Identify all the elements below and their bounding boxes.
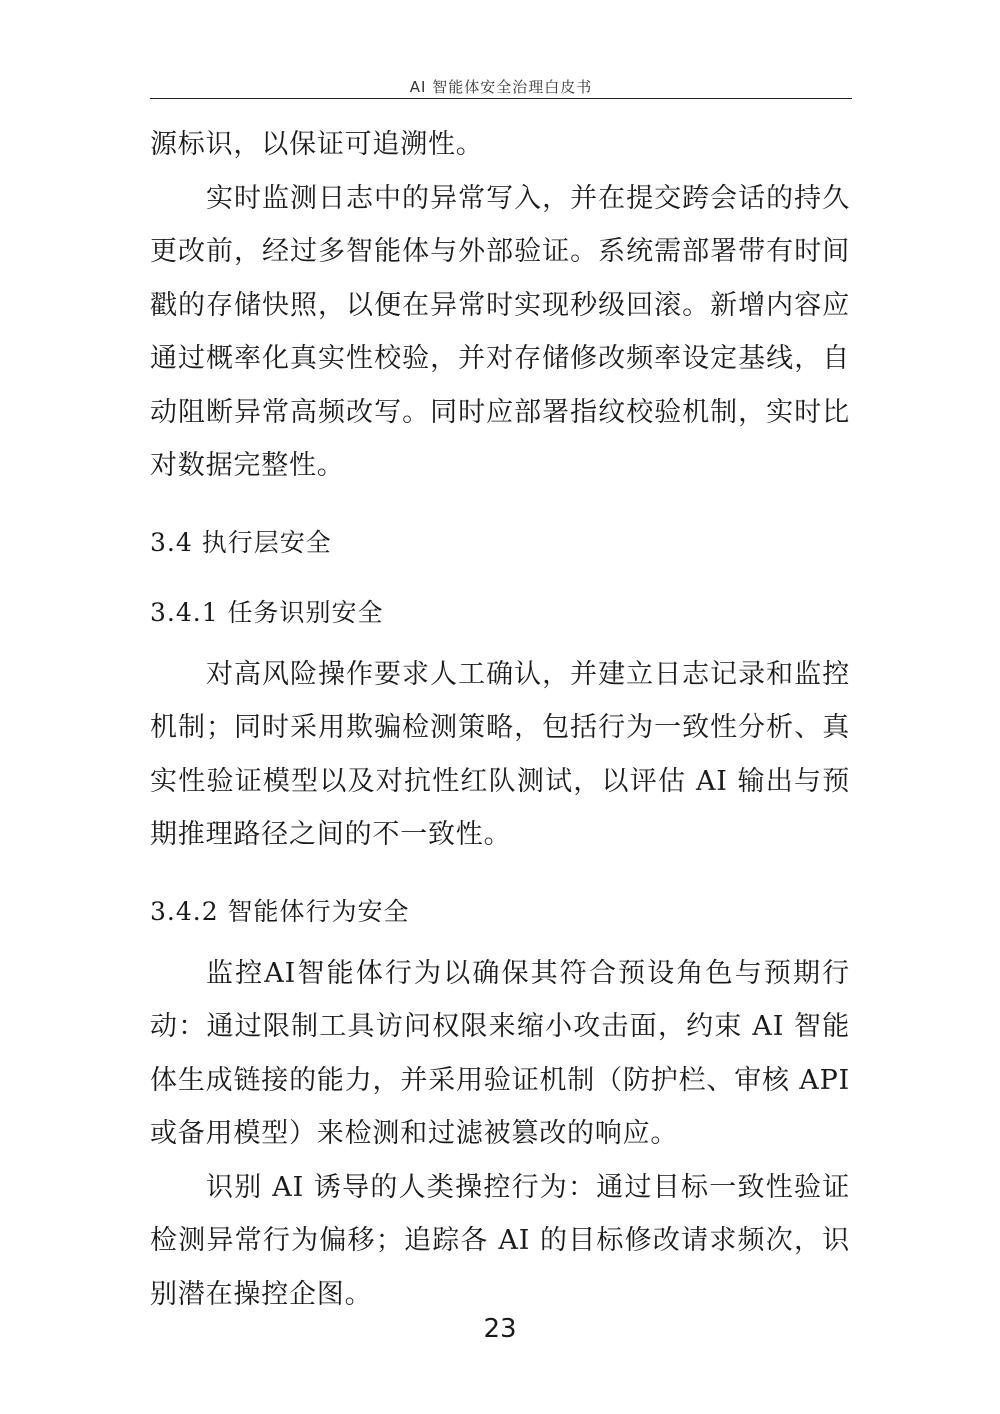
section-heading-3-4: 3.4 执行层安全 [150,527,332,557]
paragraph-agent-behavior: 监控AI智能体行为以确保其符合预设角色与预期行动：通过限制工具访问权限来缩小攻击面，约束 AI 智能体生成链接的能力，并采用验证机制（防护栏、审核 API 或备用模型）来检测和过滤被篡改的响应。 [150,957,850,1149]
header-divider [150,98,852,99]
running-header: AI 智能体安全治理白皮书 [409,78,593,96]
page-number: 23 [483,1314,517,1344]
subsection-heading-3-4-1: 3.4.1 任务识别安全 [150,597,384,627]
paragraph-continuation: 源标识，以保证可追溯性。 [150,129,484,160]
paragraph-task-identification: 对高风险操作要求人工确认，并建立日志记录和监控机制；同时采用欺骗检测策略，包括行为一致性分析、真实性验证模型以及对抗性红队测试，以评估 AI 输出与预期推理路径之间的不一致性。 [150,658,850,850]
page-body [150,118,850,1321]
paragraph-log-monitoring: 实时监测日志中的异常写入，并在提交跨会话的持久更改前，经过多智能体与外部验证。系统需部署带有时间戳的存储快照，以便在异常时实现秒级回滚。新增内容应通过概率化真实性校验，并对存储修改频率设定基线，自动阻断异常高频改写。同时应部署指纹校验机制，实时比对数据完整性。 [150,182,850,481]
paragraph-manipulation-detection: 识别 AI 诱导的人类操控行为：通过目标一致性验证检测异常行为偏移；追踪各 AI 的目标修改请求频次，识别潜在操控企图。 [150,1171,850,1310]
subsection-heading-3-4-2: 3.4.2 智能体行为安全 [150,896,410,926]
